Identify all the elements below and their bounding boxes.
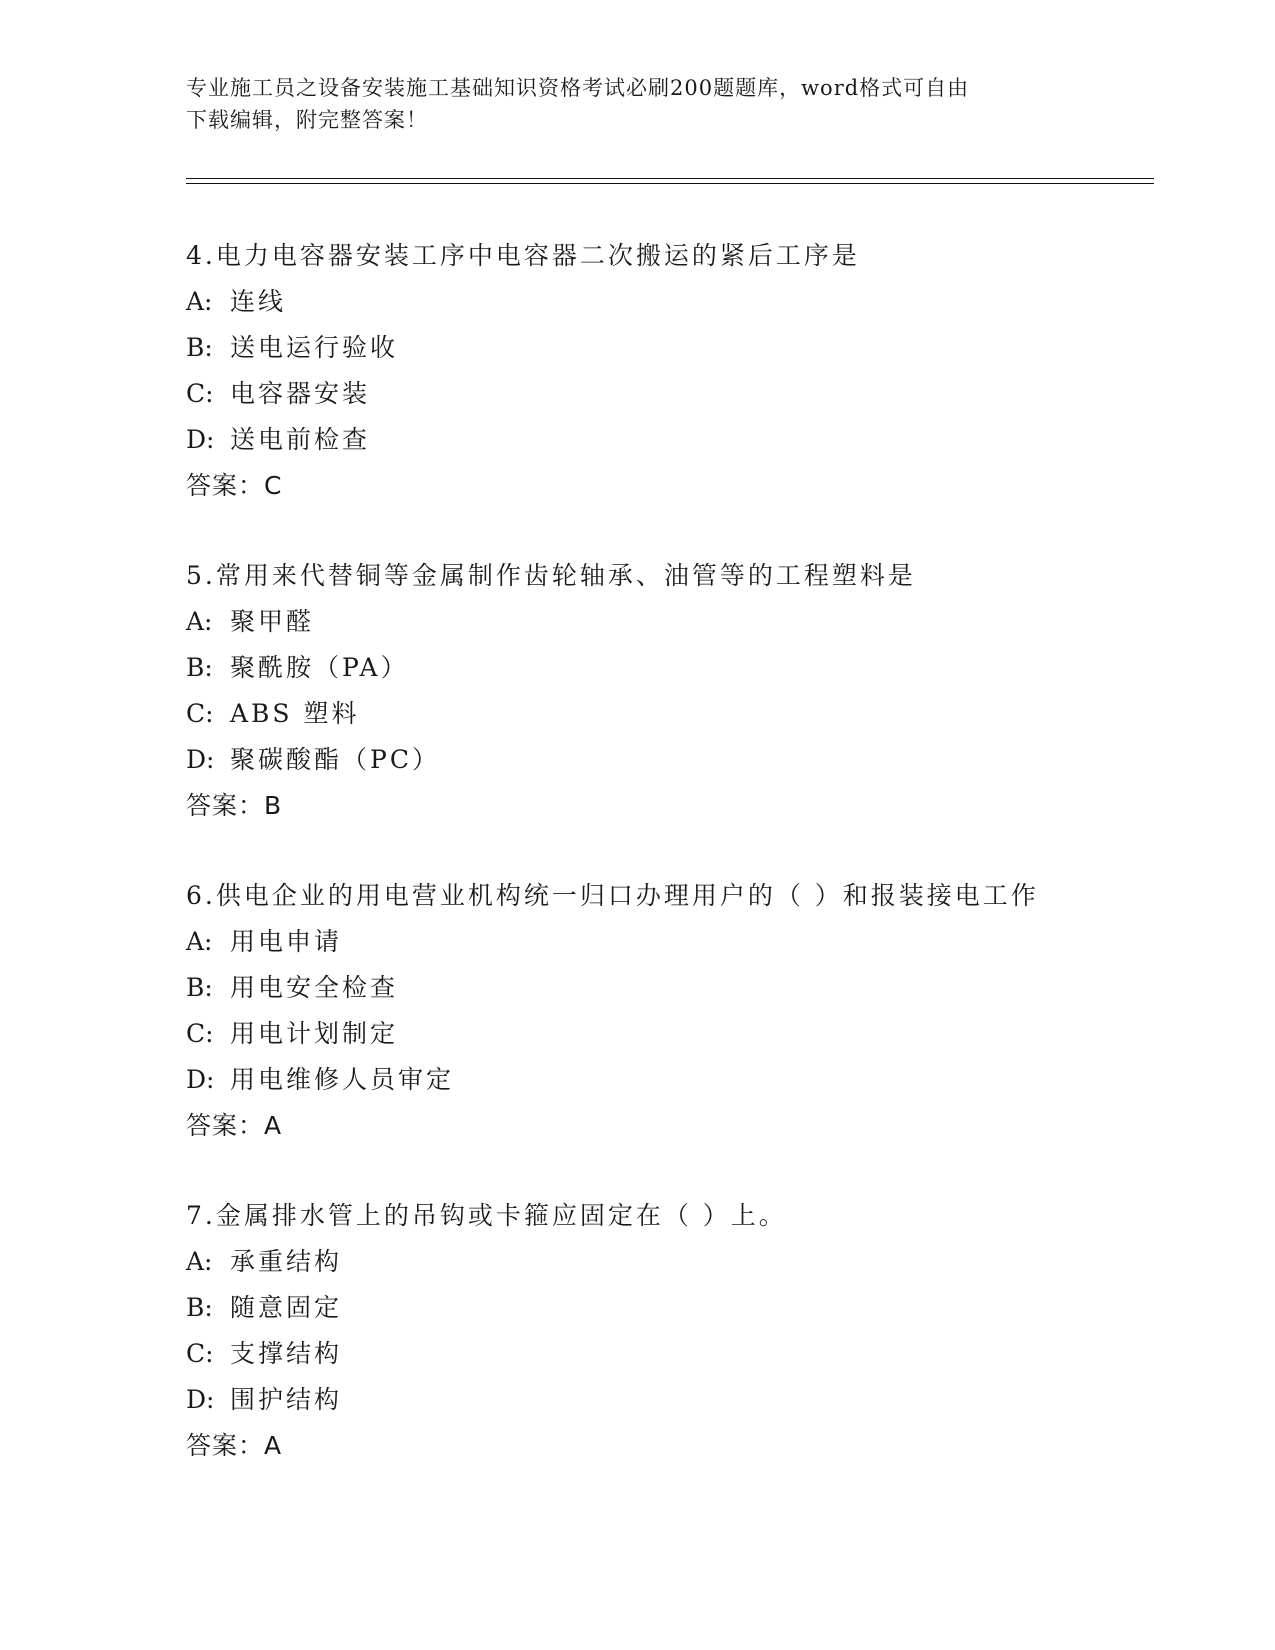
option-key: A: [186,607,213,636]
question-block [186,880,1166,1156]
option-a [186,606,1166,652]
option-key: A: [186,287,213,316]
option-key: B: [186,973,213,1002]
option-text: 送电前检查 [230,425,371,454]
option-a [186,286,1166,332]
question-block [186,560,1166,836]
option-text: 随意固定 [230,1293,343,1322]
option-text: 支撑结构 [230,1339,343,1368]
option-d [186,744,1166,790]
option-text: 用电申请 [230,927,343,956]
question-title: 4.电力电容器安装工序中电容器二次搬运的紧后工序是 [186,241,860,270]
option-key: A: [186,1247,213,1276]
header-divider-bottom [186,183,1154,184]
question-title: 5.常用来代替铜等金属制作齿轮轴承、油管等的工程塑料是 [186,561,916,590]
document-header [186,72,1086,136]
option-key: D: [186,745,215,774]
question-block [186,1200,1166,1476]
answer-line: 答案：A [186,1431,283,1460]
option-text: 用电维修人员审定 [230,1065,455,1094]
header-line-2: 下载编辑，附完整答案！ [186,108,428,132]
option-key: C: [186,379,214,408]
option-text: 连线 [230,287,287,316]
option-key: A: [186,927,213,956]
option-b [186,972,1166,1018]
question-block [186,240,1166,516]
answer-line: 答案：C [186,471,283,500]
option-text: 用电安全检查 [230,973,399,1002]
option-key: D: [186,1385,215,1414]
option-text: 送电运行验收 [230,333,399,362]
option-d [186,1064,1166,1110]
option-c [186,1338,1166,1384]
question-title: 6.供电企业的用电营业机构统一归口办理用户的（ ）和报装接电工作 [186,881,1039,910]
option-key: B: [186,653,213,682]
option-key: D: [186,425,215,454]
option-key: C: [186,1339,214,1368]
option-key: C: [186,699,214,728]
option-text: ABS 塑料 [230,699,360,728]
option-b [186,652,1166,698]
option-c [186,698,1166,744]
option-b [186,332,1166,378]
option-text: 用电计划制定 [230,1019,399,1048]
option-a [186,1246,1166,1292]
option-text: 围护结构 [230,1385,343,1414]
option-d [186,424,1166,470]
option-d [186,1384,1166,1430]
option-key: B: [186,1293,213,1322]
option-c [186,1018,1166,1064]
header-divider-top [186,178,1154,179]
option-text: 承重结构 [230,1247,343,1276]
option-key: C: [186,1019,214,1048]
option-text: 电容器安装 [230,379,371,408]
option-text: 聚甲醛 [230,607,315,636]
option-c [186,378,1166,424]
option-key: D: [186,1065,215,1094]
header-line-1: 专业施工员之设备安装施工基础知识资格考试必刷200题题库，word格式可自由 [186,76,970,100]
option-b [186,1292,1166,1338]
answer-line: 答案：B [186,791,283,820]
question-title: 7.金属排水管上的吊钩或卡箍应固定在（ ）上。 [186,1201,787,1230]
option-text: 聚碳酸酯（PC） [230,745,440,774]
answer-line: 答案：A [186,1111,283,1140]
option-a [186,926,1166,972]
option-text: 聚酰胺（PA） [230,653,409,682]
option-key: B: [186,333,213,362]
